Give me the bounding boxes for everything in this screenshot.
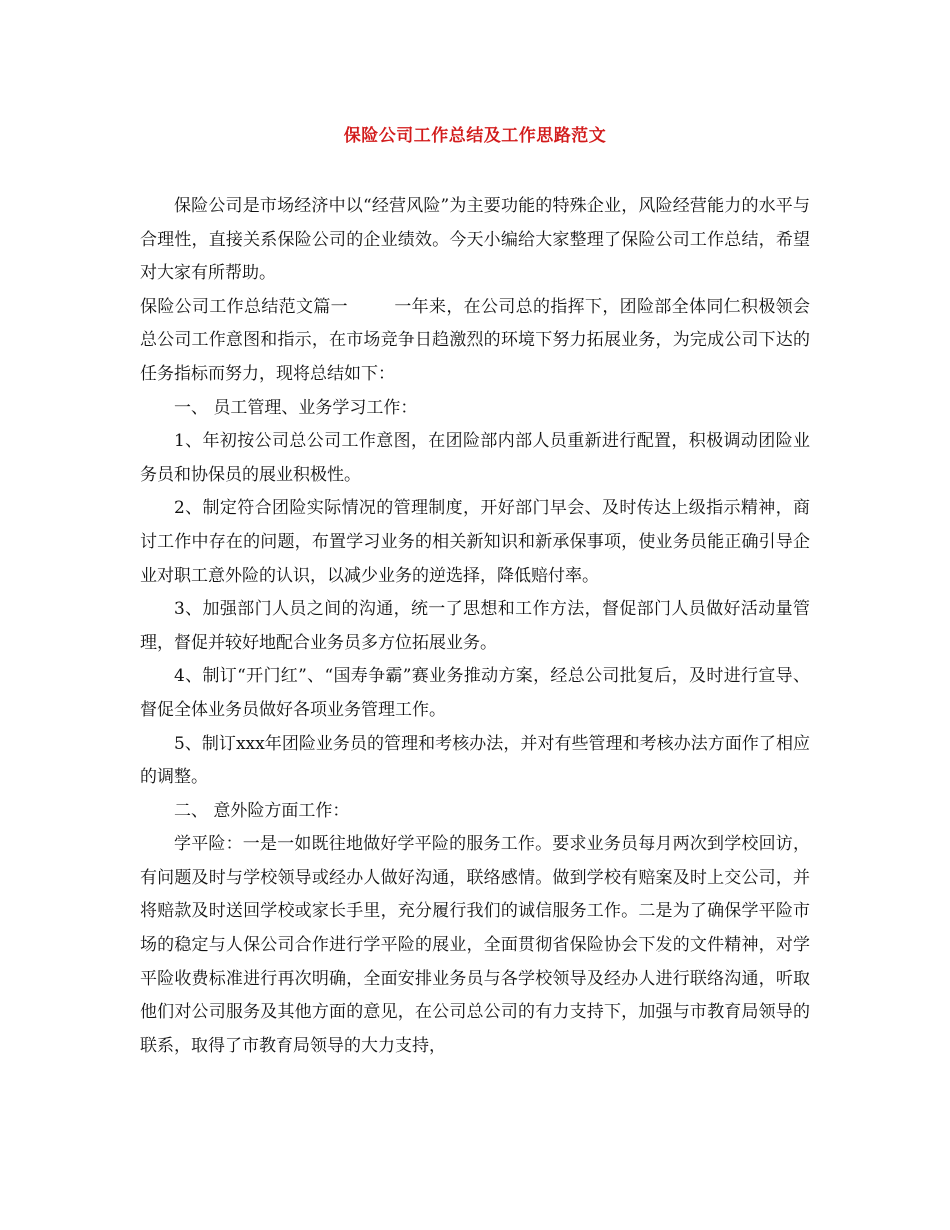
list-item-3: 3、加强部门人员之间的沟通，统一了思想和工作方法，督促部门人员做好活动量管理，督促并较好地配合业务员多方位拓展业务。 — [140, 599, 810, 653]
part-paragraph — [140, 291, 810, 392]
intro-paragraph: 保险公司是市场经济中以“经营风险”为主要功能的特殊企业，风险经营能力的水平与合理性，直接关系保险公司的企业绩效。今天小编给大家整理了保险公司工作总结，希望对大家有所帮助。 — [140, 196, 810, 284]
list-item-2: 2、制定符合团险实际情况的管理制度，开好部门早会、及时传达上级指示精神，商讨工作中存在的问题，布置学习业务的相关新知识和新承保事项，使业务员能正确引导企业对职工意外险的认识，以减少业务的逆选择，降低赔付率。 — [140, 498, 810, 586]
section-heading-1: 一、 员工管理、业务学习工作： — [174, 397, 418, 418]
list-item-4: 4、制订“开门红”、“国寿争霸”赛业务推动方案，经总公司批复后，及时进行宣导、督促全体业务员做好各项业务管理工作。 — [140, 666, 810, 720]
student-insurance-paragraph: 学平险：一是一如既往地做好学平险的服务工作。要求业务员每月两次到学校回访，有问题及时与学校领导或经办人做好沟通，联络感情。做到学校有赔案及时上交公司，并将赔款及时送回学校或家长手里，充分履行我们的诚信服务工作。二是为了确保学平险市场的稳定与人保公司合作进行学平险的展业，全面贯彻省保险协会下发的文件精神，对学平险收费标准进行再次明确，全面安排业务员与各学校领导及经办人进行联络沟通，听取他们对公司服务及其他方面的意见，在公司总公司的有力支持下，加强与市教育局领导的联系，取得了市教育局领导的大力支持， — [140, 834, 810, 1056]
part-text: 一年来，在公司总的指挥下，团险部全体同仁积极领会总公司工作意图和指示，在市场竞争日趋激烈的环境下努力拓展业务，为完成公司下达的任务指标而努力，现将总结如下： — [140, 296, 810, 384]
part-label: 保险公司工作总结范文篇一 — [140, 296, 348, 317]
list-item-1: 1、年初按公司总公司工作意图，在团险部内部人员重新进行配置，积极调动团险业务员和协保员的展业积极性。 — [140, 431, 810, 485]
document-title: 保险公司工作总结及工作思路范文 — [343, 126, 607, 146]
document-body — [140, 190, 810, 1063]
list-item-5: 5、制订xxx年团险业务员的管理和考核办法，并对有些管理和考核办法方面作了相应的调整。 — [140, 733, 810, 788]
section-heading-2: 二、 意外险方面工作： — [174, 800, 350, 821]
